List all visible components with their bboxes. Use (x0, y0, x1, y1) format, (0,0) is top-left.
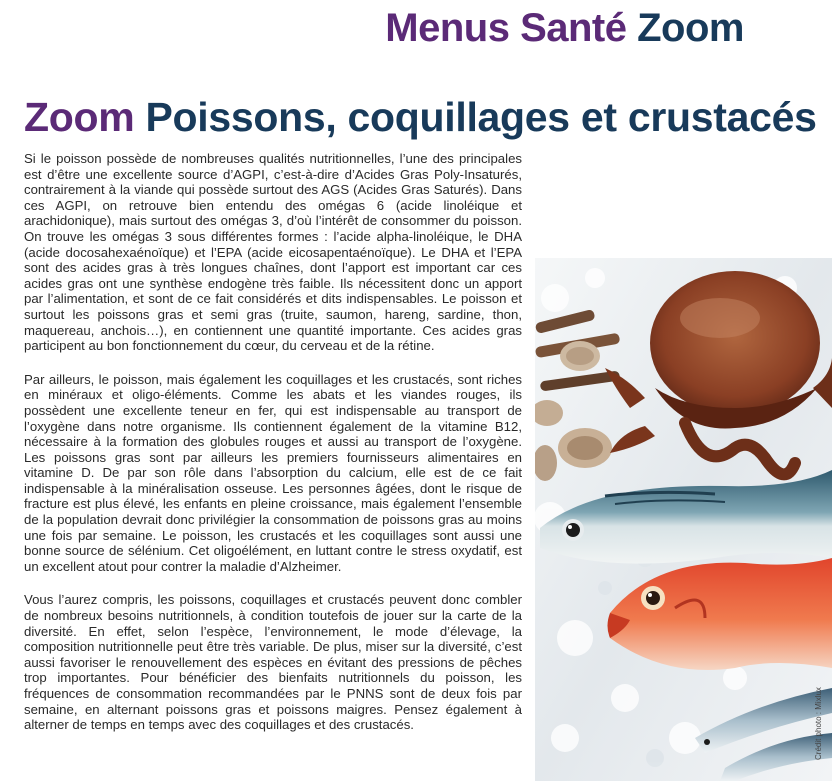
brand-menus-sante: Menus Santé (385, 6, 627, 50)
title-subject: Poissons, coquillages et crustacés (145, 94, 817, 140)
article-body (24, 151, 522, 751)
photo-credit (814, 640, 830, 760)
paragraph-omega: Si le poisson possède de nombreuses qualités nutritionnelles, l’une des principales est d’être une excellente source d’AGPI, c’est-à-dire d’Acides Gras Poly-Insaturés, contrairement à la viande qui possède surtout des AGS (Acides Gras Saturés). Dans ces AGPI, on retrouve bien entendu des omégas 6 (acide linoléique et arachidonique), mais surtout des omégas 3, d’où l’intérêt de consommer du poisson. On trouve les omégas 3 sous différentes formes : l’acide alpha-linoléique, le DHA (acide docosahexaénoïque) et l’EPA (acide eicosapentaénoïque). Le DHA et l’EPA sont des acides gras à très longues chaînes, dont l’apport est important car ces acides gras ont une synthèse endogène très faible. Ils nécessitent donc un apport par l’alimentation, et sont de ce fait considérés et dits indispensables. Le poisson et surtout les poissons gras et semi gras (truite, saumon, hareng, sardine, thon, maquereau, anchois…), en contiennent une quantité importante. Ces acides gras participent au bon fonctionnement du cœur, du cerveau et de la rétine. (24, 151, 522, 354)
paragraph-minerals: Par ailleurs, le poisson, mais également les coquillages et les crustacés, sont riches en minéraux et oligo-éléments. Comme les abats et les viandes rouges, ils possèdent une excellente teneur en fer, qui est indispensable au transport de l’oxygène dans notre organisme. Ils contiennent également de la vitamine B12, nécessaire à la formation des globules rouges et aussi au transport de l’oxygène. Les poissons gras sont par ailleurs les premiers fournisseurs alimentaires en vitamine D. De par son rôle dans l’absorption du calcium, elle est de ce fait indispensable à la minéralisation osseuse. Les personnes âgées, dont le risque de fracture est plus élevé, les enfants en pleine croissance, mais également l’ensemble de la population devrait donc privilégier la consommation de poissons gras au moins une fois par semaine. Le poisson, les crustacés et les coquillages sont aussi une bonne source de sélénium. Cet oligoélément, en luttant contre le stress oxydatif, est un excellent atout pour contrer la maladie d’Alzheimer. (24, 371, 522, 574)
publication-brand (385, 6, 744, 51)
seafood-photo (535, 258, 832, 781)
photo-credit-text: Crédit photo : Mixlux (814, 687, 823, 760)
brand-zoom: Zoom (637, 6, 744, 50)
title-zoom: Zoom (24, 94, 135, 140)
paragraph-diversity: Vous l’aurez compris, les poissons, coquillages et crustacés peuvent donc combler de nombreux besoins nutritionnels, à condition toutefois de jouer sur la carte de la diversité. En effet, selon l’espèce, l’environnement, le mode d’élevage, la composition nutritionnelle peut être très variable. De plus, miser sur la diversité, c’est aussi favoriser le renouvellement des espèces en évitant des pressions de pêches trop importantes. Pour bénéficier des bienfaits nutritionnels du poisson, les fréquences de consommation recommandées par le PNNS sont de deux fois par semaine, en alternant poissons gras et poissons maigres. Pensez également à alterner de temps en temps avec des coquillages et des crustacés. (24, 592, 522, 733)
article-title (24, 94, 817, 141)
